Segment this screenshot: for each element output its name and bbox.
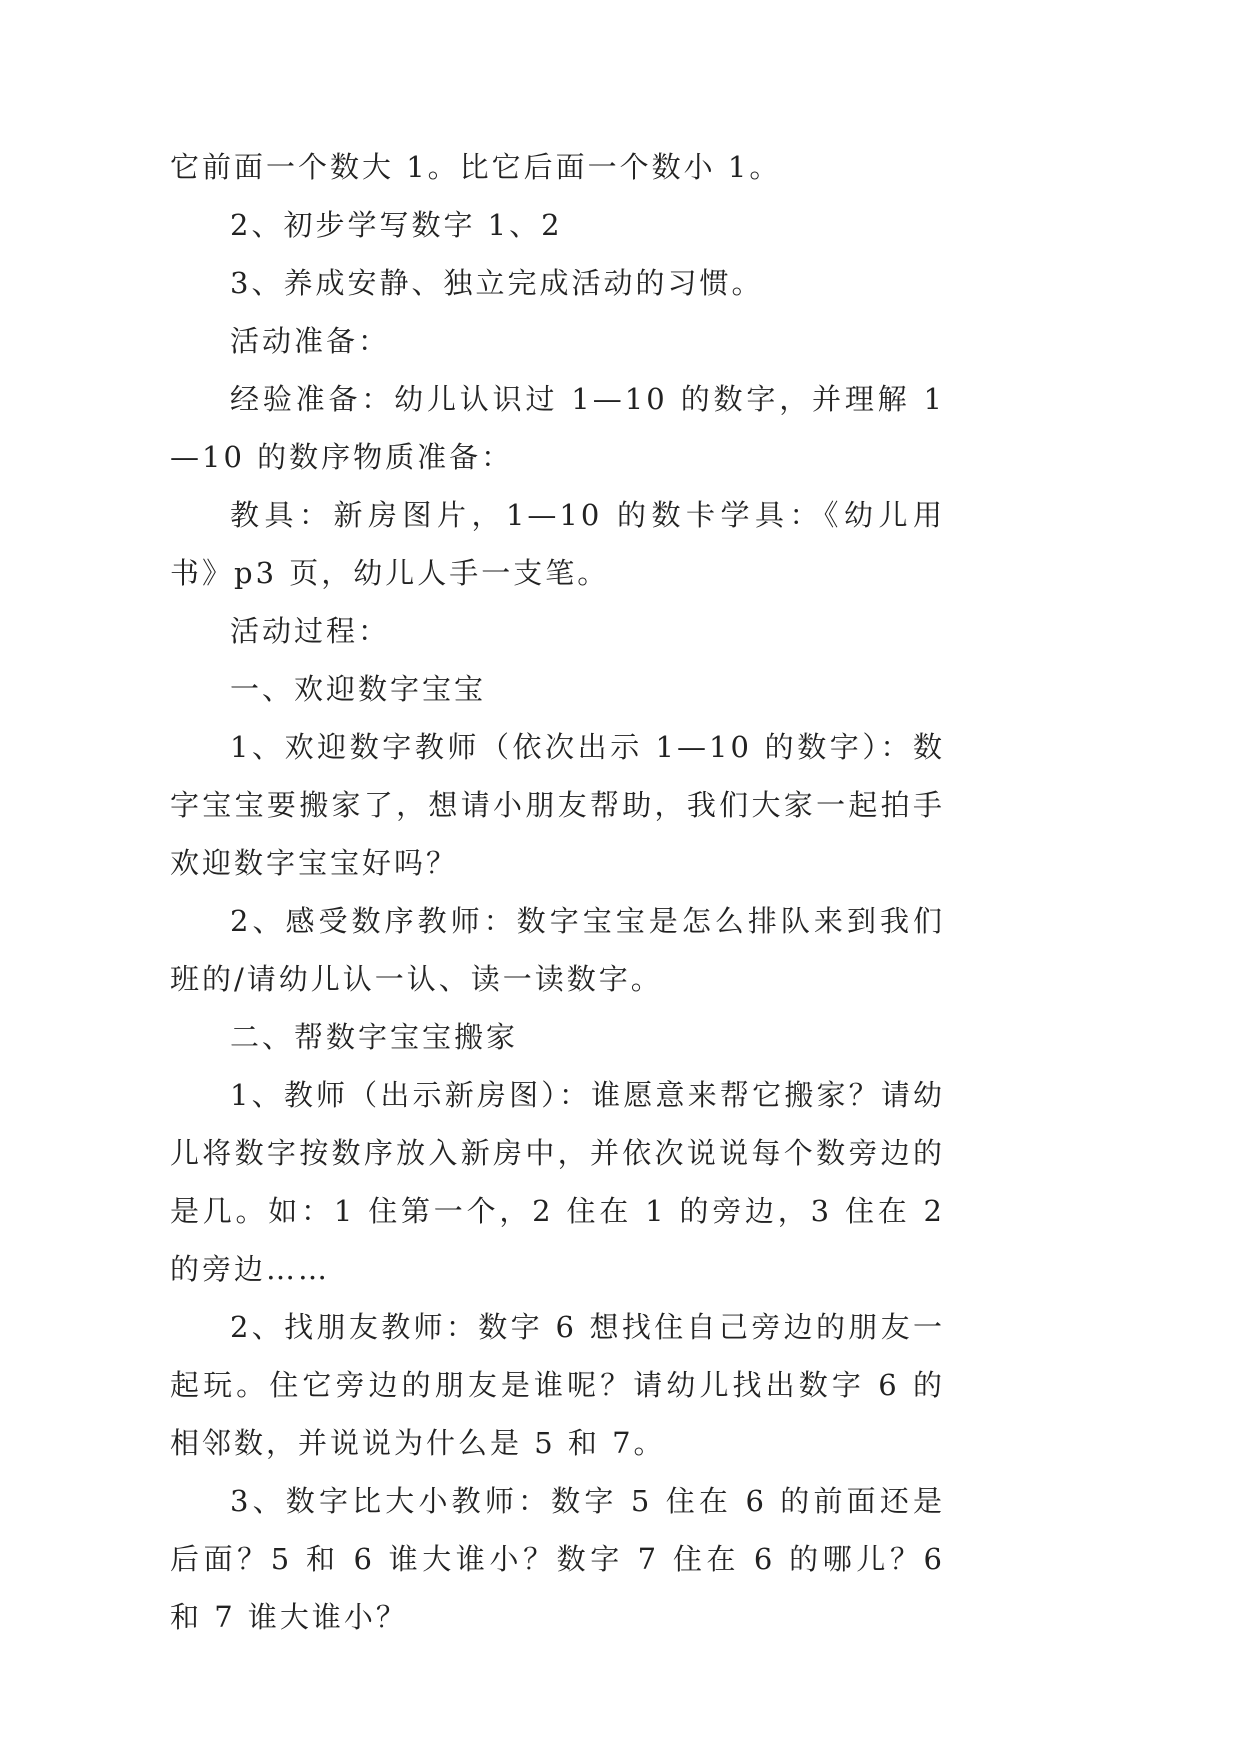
paragraph: 2、感受数序教师：数字宝宝是怎么排队来到我们班的/请幼儿认一认、读一读数字。 xyxy=(170,904,945,996)
section-heading: 一、欢迎数字宝宝 xyxy=(230,672,487,706)
document-body xyxy=(170,138,945,1646)
section-heading: 活动过程： xyxy=(230,614,391,648)
section-heading: 活动准备： xyxy=(230,324,391,358)
paragraph: 1、欢迎数字教师（依次出示 1—10 的数字）：数字宝宝要搬家了，想请小朋友帮助，我们大家一起拍手欢迎数字宝宝好吗？ xyxy=(170,730,945,880)
paragraph: 2、初步学写数字 1、2 xyxy=(230,208,563,242)
paragraph: 1、教师（出示新房图）：谁愿意来帮它搬家？请幼儿将数字按数序放入新房中，并依次说说每个数旁边的是几。如：1 住第一个，2 住在 1 的旁边，3 住在 2 的旁边…… xyxy=(170,1078,945,1286)
paragraph: 3、养成安静、独立完成活动的习惯。 xyxy=(230,266,764,300)
paragraph: 3、数字比大小教师：数字 5 住在 6 的前面还是后面？5 和 6 谁大谁小？数字 7 住在 6 的哪儿？6 和 7 谁大谁小？ xyxy=(170,1484,945,1634)
paragraph: 它前面一个数大 1。比它后面一个数小 1。 xyxy=(170,150,782,184)
paragraph: 2、找朋友教师：数字 6 想找住自己旁边的朋友一起玩。住它旁边的朋友是谁呢？请幼儿找出数字 6 的相邻数，并说说为什么是 5 和 7。 xyxy=(170,1310,945,1460)
section-heading: 二、帮数字宝宝搬家 xyxy=(230,1020,519,1054)
paragraph: 教具：新房图片，1—10 的数卡学具：《幼儿用书》p3 页，幼儿人手一支笔。 xyxy=(170,498,945,590)
paragraph: 经验准备：幼儿认识过 1—10 的数字，并理解 1—10 的数序物质准备： xyxy=(170,382,945,474)
